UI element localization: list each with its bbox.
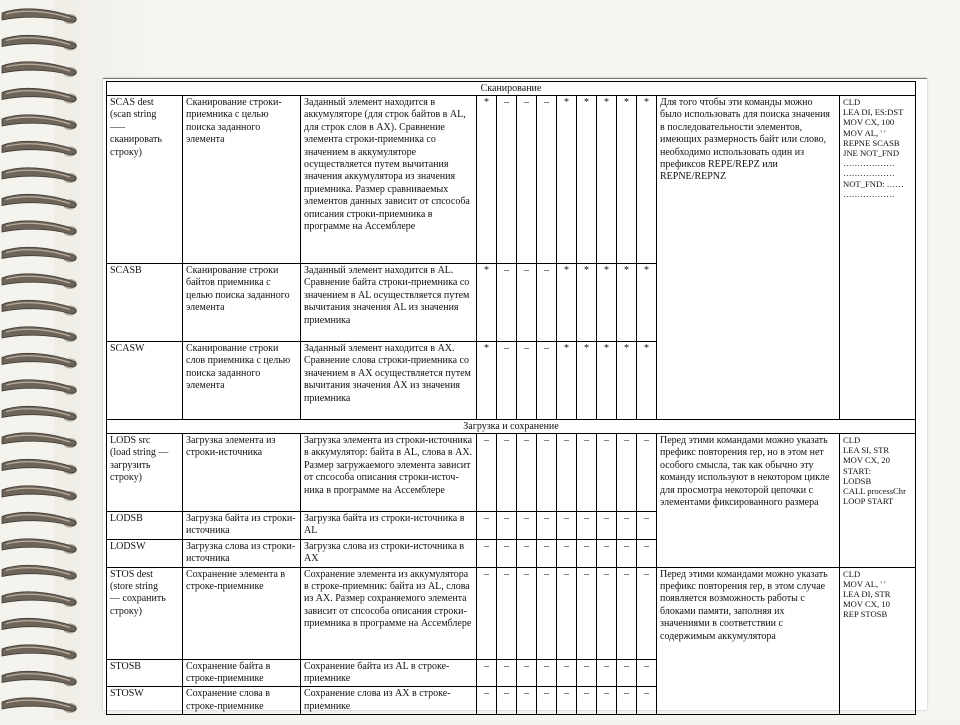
- flag-cell: –: [497, 96, 517, 264]
- sheet-top-rule: [103, 78, 927, 79]
- spiral-ring: [2, 88, 76, 101]
- command-description: Сохранение слова в строке-приемнике: [183, 687, 301, 715]
- command-name: SCASW: [107, 342, 183, 420]
- code-example: CLD LEA SI, STR MOV CX, 20 START: LODSB CALL processChr LOOP START: [840, 434, 916, 568]
- flag-cell: –: [557, 567, 577, 659]
- flag-cell: –: [477, 539, 497, 567]
- flag-cell: –: [577, 567, 597, 659]
- command-description: Загрузка элемента из строки-источника: [183, 434, 301, 512]
- flag-cell: *: [577, 96, 597, 264]
- flag-cell: –: [537, 96, 557, 264]
- flag-cell: –: [517, 567, 537, 659]
- spiral-ring: [2, 9, 76, 22]
- spiral-ring: [2, 247, 76, 260]
- flag-cell: –: [637, 567, 657, 659]
- command-operation: Заданный элемент находится в AX. Сравнение слова строки-приемника со значением в AX осуществляется путем вычитания значения AX из значения приемника: [301, 342, 477, 420]
- flag-cell: –: [597, 659, 617, 687]
- spiral-ring: [2, 618, 76, 631]
- flag-cell: –: [617, 539, 637, 567]
- code-example: CLD MOV AL, ' ' LEA DI, STR MOV CX, 10 REP STOSB: [840, 567, 916, 715]
- flag-cell: –: [597, 567, 617, 659]
- spiral-ring: [2, 459, 76, 472]
- flag-cell: –: [557, 512, 577, 540]
- command-description: Сканирование строки слов приемника с целью поиска заданного элемента: [183, 342, 301, 420]
- flag-cell: –: [517, 96, 537, 264]
- command-name: STOSW: [107, 687, 183, 715]
- usage-note: Для того чтобы эти команды можно было использовать для поиска значения в последовательности элементов, имеющих размерность байт или слово, необходимо использовать один из префиксов REPE/REPZ или REPNE/REPNZ: [657, 96, 840, 420]
- spiral-ring: [2, 592, 76, 605]
- flag-cell: –: [477, 567, 497, 659]
- flag-cell: –: [537, 539, 557, 567]
- spiral-ring: [2, 194, 76, 207]
- usage-note: Перед этими командами можно указать префикс повторения rep, но в этом нет особого смысла, так как обычно эту команду используют в некотором цикле для просмотра некоторой цепочки с элементами фиксированного размера: [657, 434, 840, 568]
- flag-cell: –: [497, 687, 517, 715]
- flag-cell: –: [577, 659, 597, 687]
- flag-cell: –: [577, 434, 597, 512]
- command-name: LODSW: [107, 539, 183, 567]
- command-name: STOSB: [107, 659, 183, 687]
- flag-cell: –: [597, 512, 617, 540]
- flag-cell: *: [597, 96, 617, 264]
- section-title: Загрузка и сохранение: [107, 420, 916, 434]
- table-row-lods: [107, 434, 916, 512]
- flag-cell: –: [477, 434, 497, 512]
- spiral-ring: [2, 565, 76, 578]
- flag-cell: –: [517, 659, 537, 687]
- command-description: Сканирование строки-приемника с целью поиска заданного элемента: [183, 96, 301, 264]
- flag-cell: *: [637, 342, 657, 420]
- flag-cell: *: [617, 342, 637, 420]
- flag-cell: –: [517, 434, 537, 512]
- spiral-ring: [2, 168, 76, 181]
- spiral-ring: [2, 433, 76, 446]
- spiral-ring: [2, 380, 76, 393]
- flag-cell: –: [477, 659, 497, 687]
- command-operation: Сохранение слова из AX в строке-приемнике: [301, 687, 477, 715]
- section-header-load-store: [107, 420, 916, 434]
- flag-cell: –: [557, 687, 577, 715]
- flag-cell: –: [577, 687, 597, 715]
- flag-cell: –: [497, 659, 517, 687]
- flag-cell: –: [537, 659, 557, 687]
- flag-cell: –: [477, 687, 497, 715]
- document-sheet: [103, 78, 927, 710]
- flag-cell: –: [537, 434, 557, 512]
- flag-cell: –: [517, 512, 537, 540]
- flag-cell: *: [557, 264, 577, 342]
- flag-cell: –: [537, 687, 557, 715]
- flag-cell: –: [497, 264, 517, 342]
- table-row-stos: [107, 567, 916, 659]
- flag-cell: –: [617, 687, 637, 715]
- flag-cell: –: [497, 434, 517, 512]
- command-name: SCASB: [107, 264, 183, 342]
- spiral-rings: [0, 0, 110, 720]
- command-name: LODS src (load string — загрузить строку): [107, 434, 183, 512]
- flag-cell: *: [637, 264, 657, 342]
- spiral-ring: [2, 141, 76, 154]
- flag-cell: *: [557, 96, 577, 264]
- command-operation: Сохранение байта из AL в строке-приемнике: [301, 659, 477, 687]
- spiral-ring: [2, 327, 76, 340]
- command-name: LODSB: [107, 512, 183, 540]
- command-operation: Сохранение элемента из аккумулятора в строке-приемник: байта из AL, слова из AX. Размер сохраняемого элемента зависит от спсособа описания строки-приемника в программе на Ассемблере: [301, 567, 477, 659]
- flag-cell: *: [477, 342, 497, 420]
- flag-cell: –: [537, 567, 557, 659]
- command-description: Сканирование строки байтов приемника с целью поиска заданного элемента: [183, 264, 301, 342]
- command-operation: Загрузка элемента из строки-источника в аккумулятор: байта в AL, слова в AX. Размер загружаемого элемента зависит от спсособа описания строки-источ-ника в программе на Ассемблере: [301, 434, 477, 512]
- flag-cell: –: [617, 567, 637, 659]
- flag-cell: –: [517, 264, 537, 342]
- flag-cell: –: [637, 539, 657, 567]
- spiral-ring: [2, 353, 76, 366]
- spiral-ring: [2, 62, 76, 75]
- flag-cell: –: [557, 539, 577, 567]
- flag-cell: –: [557, 434, 577, 512]
- section-title: Сканирование: [107, 82, 916, 96]
- spiral-ring: [2, 486, 76, 499]
- command-description: Загрузка слова из строки-источника: [183, 539, 301, 567]
- flag-cell: *: [477, 96, 497, 264]
- flag-cell: –: [537, 342, 557, 420]
- flag-cell: –: [557, 659, 577, 687]
- flag-cell: –: [517, 539, 537, 567]
- spiral-binding: [0, 0, 110, 720]
- code-example: CLD LEA DI, ES:DST MOV CX, 100 MOV AL, ' ' REPNE SCASB JNE NOT_FND ……………… ……………… NOT_FND: …… ………………: [840, 96, 916, 420]
- string-commands-table: [106, 81, 916, 715]
- flag-cell: *: [577, 264, 597, 342]
- flag-cell: *: [557, 342, 577, 420]
- table-row-scas: [107, 96, 916, 264]
- spiral-ring: [2, 115, 76, 128]
- spiral-ring: [2, 300, 76, 313]
- flag-cell: –: [637, 687, 657, 715]
- flag-cell: –: [597, 434, 617, 512]
- command-name: STOS dest (store string — сохранить строку): [107, 567, 183, 659]
- flag-cell: –: [577, 539, 597, 567]
- flag-cell: *: [577, 342, 597, 420]
- flag-cell: –: [497, 539, 517, 567]
- flag-cell: –: [477, 512, 497, 540]
- flag-cell: *: [597, 264, 617, 342]
- flag-cell: *: [597, 342, 617, 420]
- flag-cell: –: [577, 512, 597, 540]
- spiral-ring: [2, 35, 76, 48]
- command-description: Загрузка байта из строки-источника: [183, 512, 301, 540]
- flag-cell: –: [637, 434, 657, 512]
- flag-cell: –: [637, 512, 657, 540]
- spiral-ring: [2, 274, 76, 287]
- flag-cell: –: [497, 567, 517, 659]
- flag-cell: –: [497, 342, 517, 420]
- flag-cell: –: [637, 659, 657, 687]
- flag-cell: –: [517, 342, 537, 420]
- flag-cell: *: [477, 264, 497, 342]
- flag-cell: –: [537, 264, 557, 342]
- flag-cell: *: [617, 264, 637, 342]
- spiral-ring: [2, 698, 76, 711]
- flag-cell: –: [537, 512, 557, 540]
- usage-note: Перед этими командами можно указать префикс повторения rep, в этом случае появляется возможность работы с блоками памяти, заполняя их значениями в соответствии с содержимым аккумулятора: [657, 567, 840, 715]
- command-name: SCAS dest (scan string —– сканировать строку): [107, 96, 183, 264]
- command-operation: Заданный элемент находится в AL. Сравнение байта строки-приемника со значением в AL осуществляется путем вычитания значения AL из значения приемника: [301, 264, 477, 342]
- command-description: Сохранение элемента в строке-приемнике: [183, 567, 301, 659]
- spiral-ring: [2, 221, 76, 234]
- flag-cell: –: [617, 659, 637, 687]
- command-operation: Загрузка слова из строки-источника в AX: [301, 539, 477, 567]
- flag-cell: –: [497, 512, 517, 540]
- spiral-ring: [2, 671, 76, 684]
- spiral-ring: [2, 512, 76, 525]
- flag-cell: –: [597, 539, 617, 567]
- command-description: Сохранение байта в строке-приемнике: [183, 659, 301, 687]
- flag-cell: –: [517, 687, 537, 715]
- flag-cell: –: [597, 687, 617, 715]
- spiral-ring: [2, 539, 76, 552]
- command-operation: Загрузка байта из строки-источника в AL: [301, 512, 477, 540]
- flag-cell: *: [617, 96, 637, 264]
- flag-cell: –: [617, 512, 637, 540]
- section-header-scan: [107, 82, 916, 96]
- spiral-ring: [2, 406, 76, 419]
- spiral-ring: [2, 645, 76, 658]
- command-operation: Заданный элемент находится в аккумуляторе (для строк байтов в AL, для строк слов в AX). Сравнение элемента строки-приемника со значением в аккумуляторе осуществляется путем вычитания значения аккумулятора из значения приемника. Размер сравниваемых элементов данных зависит от спсособа описания строки-приемника в программе на Ассемблере: [301, 96, 477, 264]
- flag-cell: –: [617, 434, 637, 512]
- flag-cell: *: [637, 96, 657, 264]
